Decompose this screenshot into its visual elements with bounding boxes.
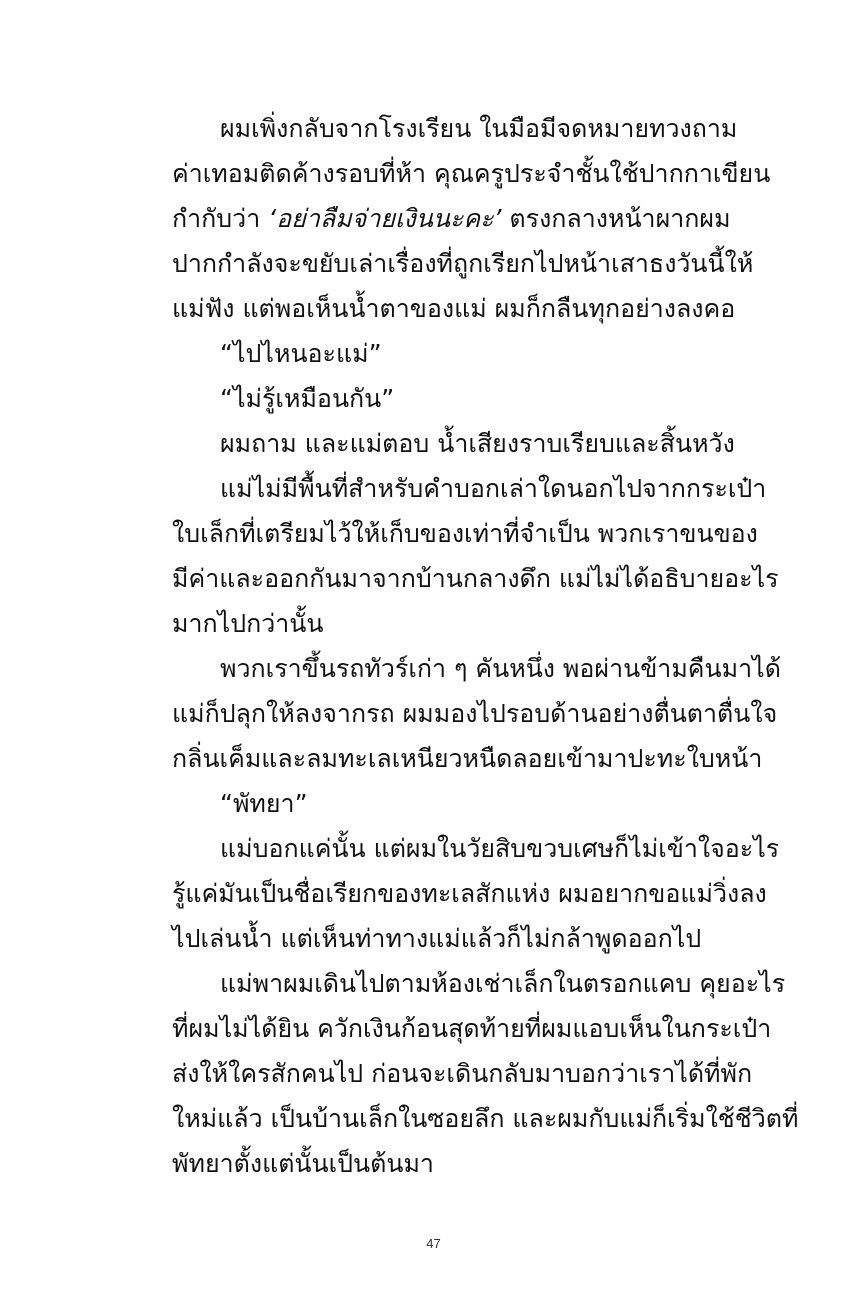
text-line: ผมเพิ่งกลับจากโรงเรียน ในมือมีจดหมายทวงถาม <box>220 114 738 143</box>
text-line: ปากกำลังจะขยับเล่าเรื่องที่ถูกเรียกไปหน้าเสาธงวันนี้ให้ <box>172 249 754 278</box>
text-line: ส่งให้ใครสักคนไป ก่อนจะเดินกลับมาบอกว่าเราได้ที่พัก <box>172 1059 753 1088</box>
dialogue-line: “ไม่รู้เหมือนกัน” <box>220 384 395 413</box>
text-line: แม่บอกแค่นั้น แต่ผมในวัยสิบขวบเศษก็ไม่เข้าใจอะไร <box>220 834 780 863</box>
text-segment: ตรงกลางหน้าผากผม <box>501 204 731 233</box>
text-line: พัทยาตั้งแต่นั้นเป็นต้นมา <box>172 1149 434 1178</box>
italic-quote: ‘อย่าลืมจ่ายเงินนะคะ’ <box>268 204 502 233</box>
text-line: พวกเราขึ้นรถทัวร์เก่า ๆ คันหนึ่ง พอผ่านข้ามคืนมาได้ <box>220 654 781 683</box>
text-line: มีค่าและออกกันมาจากบ้านกลางดึก แม่ไม่ได้อธิบายอะไร <box>172 564 779 593</box>
text-line: กลิ่นเค็มและลมทะเลเหนียวหนืดลอยเข้ามาปะทะใบหน้า <box>172 744 763 773</box>
text-line: แม่ไม่มีพื้นที่สำหรับคำบอกเล่าใดนอกไปจากกระเป๋า <box>220 474 767 503</box>
text-segment: กำกับว่า <box>172 204 269 233</box>
text-line: ที่ผมไม่ได้ยิน ควักเงินก้อนสุดท้ายที่ผมแอบเห็นในกระเป๋า <box>172 1014 772 1043</box>
body-text <box>172 106 799 1186</box>
dialogue-line: “พัทยา” <box>220 789 308 818</box>
dialogue-line: “ไปไหนอะแม่” <box>220 339 382 368</box>
text-line: ค่าเทอมติดค้างรอบที่ห้า คุณครูประจำชั้นใช้ปากกาเขียน <box>172 159 771 188</box>
text-line: แม่ก็ปลุกให้ลงจากรถ ผมมองไปรอบด้านอย่างตื่นตาตื่นใจ <box>172 699 778 728</box>
text-line: ใบเล็กที่เตรียมไว้ให้เก็บของเท่าที่จำเป็น พวกเราขนของ <box>172 519 758 548</box>
text-line: ใหม่แล้ว เป็นบ้านเล็กในซอยลึก และผมกับแม่ก็เริ่มใช้ชีวิตที่ <box>172 1104 799 1133</box>
page-number: 47 <box>426 1236 441 1251</box>
text-line: มากไปกว่านั้น <box>172 609 324 638</box>
text-line: ผมถาม และแม่ตอบ น้ำเสียงราบเรียบและสิ้นหวัง <box>220 429 735 458</box>
text-line: แม่ฟัง แต่พอเห็นน้ำตาของแม่ ผมก็กลืนทุกอย่างลงคอ <box>172 294 736 323</box>
text-line <box>172 196 772 241</box>
text-line: รู้แค่มันเป็นชื่อเรียกของทะเลสักแห่ง ผมอยากขอแม่วิ่งลง <box>172 879 767 908</box>
text-line: ไปเล่นน้ำ แต่เห็นท่าทางแม่แล้วก็ไม่กล้าพูดออกไป <box>172 924 702 953</box>
text-line: แม่พาผมเดินไปตามห้องเช่าเล็กในตรอกแคบ คุยอะไร <box>220 969 786 998</box>
